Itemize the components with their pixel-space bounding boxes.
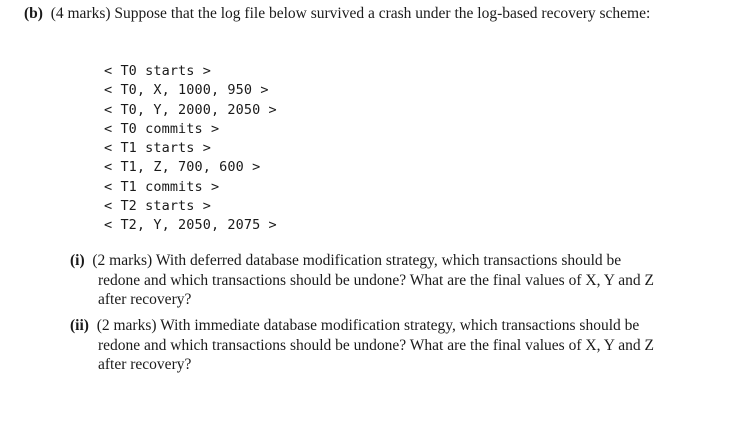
subquestion-ii-paragraph: [70, 316, 660, 375]
subquestion-i: [70, 251, 660, 310]
question-b: [24, 4, 664, 24]
log-record: < T1 commits >: [104, 178, 220, 195]
subquestion-text: (2 marks) With deferred database modification strategy, which transactions should be redone and which transactions should be undone? What are the final values of X, Y and Z after recovery?: [92, 252, 654, 308]
log-record: < T0, Y, 2000, 2050 >: [104, 101, 277, 118]
question-text: (4 marks) Suppose that the log file below survived a crash under the log-based recovery scheme:: [50, 5, 651, 22]
log-record: < T1 starts >: [104, 140, 211, 157]
subquestion-i-paragraph: [70, 251, 660, 310]
question-label: (b): [24, 5, 43, 22]
subquestion-label: (ii): [70, 317, 89, 334]
log-record: < T2, Y, 2050, 2075 >: [104, 217, 277, 234]
log-record: < T0 commits >: [104, 120, 220, 137]
log-file: [104, 62, 277, 236]
question-b-paragraph: [24, 4, 664, 24]
subquestion-ii: [70, 316, 660, 375]
subquestion-text: (2 marks) With immediate database modification strategy, which transactions should be redone and which transactions should be undone? What are the final values of X, Y and Z after recovery?: [96, 317, 654, 373]
log-record: < T0 starts >: [104, 63, 211, 79]
log-record: < T1, Z, 700, 600 >: [104, 159, 261, 176]
subquestion-label: (i): [70, 252, 85, 269]
log-record: < T0, X, 1000, 950 >: [104, 82, 269, 99]
log-record: < T2 starts >: [104, 198, 211, 215]
